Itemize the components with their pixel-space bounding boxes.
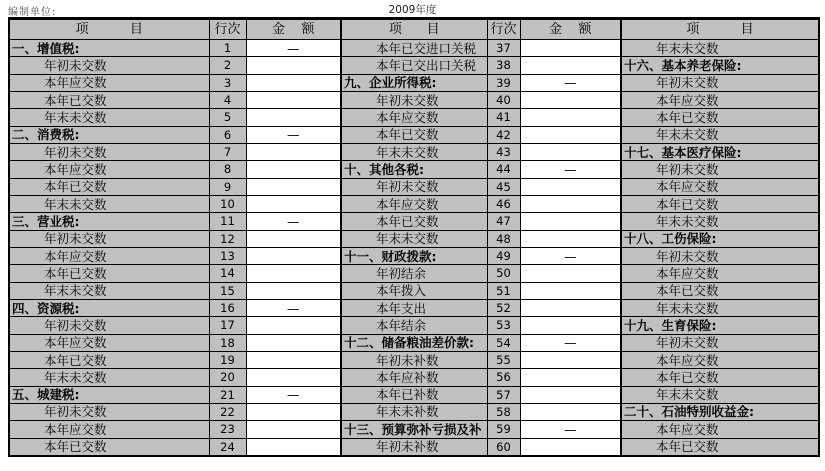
amount-cell[interactable] — [520, 109, 621, 126]
line-number-cell: 49 — [487, 247, 520, 264]
section-item-cell: 九、企业所得税: — [341, 74, 487, 91]
amount-cell[interactable] — [520, 299, 621, 316]
section-item-cell: 十八、工伤保险: — [621, 230, 819, 247]
item-cell: 本年已交数 — [621, 369, 819, 386]
amount-cell[interactable] — [246, 74, 341, 91]
tax-table — [8, 17, 820, 457]
section-item-cell: 十二、储备粮油差价款: — [341, 334, 487, 351]
item-cell: 年末未交数 — [621, 40, 819, 57]
table-row — [9, 403, 819, 420]
line-number-cell: 21 — [209, 386, 246, 403]
amount-cell[interactable] — [246, 143, 341, 160]
amount-cell[interactable] — [520, 317, 621, 334]
item-cell: 年末未交数 — [341, 230, 487, 247]
amount-cell[interactable] — [246, 369, 341, 386]
item-cell: 年末未交数 — [621, 213, 819, 230]
amount-cell[interactable] — [246, 282, 341, 299]
line-number-cell: 52 — [487, 299, 520, 316]
item-cell: 年末未交数 — [621, 299, 819, 316]
year-title: 2009年度 — [388, 4, 437, 16]
amount-cell[interactable] — [246, 57, 341, 74]
line-number-cell: 7 — [209, 143, 246, 160]
line-number-cell: 46 — [487, 195, 520, 212]
item-cell: 本年已交进口关税 — [341, 40, 487, 57]
line-number-cell: 20 — [209, 369, 246, 386]
line-number-cell: 14 — [209, 265, 246, 282]
table-row — [9, 265, 819, 282]
line-number-cell: 60 — [487, 438, 520, 456]
amount-cell[interactable]: — — [520, 161, 621, 178]
column-header-amount: 金 额 — [246, 19, 341, 40]
column-header-line: 行次 — [209, 19, 246, 40]
table-row — [9, 421, 819, 438]
table-row — [9, 386, 819, 403]
line-number-cell: 4 — [209, 91, 246, 108]
section-item-cell: 十、其他各税: — [341, 161, 487, 178]
amount-cell[interactable] — [246, 161, 341, 178]
table-row — [9, 57, 819, 74]
column-header-item: 项 目 — [341, 19, 487, 40]
amount-cell[interactable] — [520, 351, 621, 368]
amount-cell[interactable] — [520, 386, 621, 403]
table-row — [9, 109, 819, 126]
amount-cell[interactable]: — — [246, 299, 341, 316]
item-cell: 本年应交数 — [621, 91, 819, 108]
table-row — [9, 247, 819, 264]
item-cell: 本年已交数 — [341, 126, 487, 143]
item-cell: 年初未交数 — [341, 178, 487, 195]
item-cell: 本年已交数 — [9, 351, 209, 368]
line-number-cell: 41 — [487, 109, 520, 126]
item-cell: 本年应交数 — [9, 421, 209, 438]
item-cell: 年末未交数 — [621, 386, 819, 403]
item-cell: 本年应补数 — [341, 369, 487, 386]
amount-cell[interactable] — [246, 403, 341, 420]
line-number-cell: 18 — [209, 334, 246, 351]
amount-cell[interactable]: — — [520, 247, 621, 264]
line-number-cell: 44 — [487, 161, 520, 178]
section-item-cell: 五、城建税: — [9, 386, 209, 403]
item-cell: 年初未补数 — [341, 438, 487, 456]
item-cell: 本年已交数 — [9, 91, 209, 108]
amount-cell[interactable]: — — [520, 334, 621, 351]
amount-cell[interactable] — [246, 334, 341, 351]
line-number-cell: 11 — [209, 213, 246, 230]
line-number-cell: 6 — [209, 126, 246, 143]
line-number-cell: 9 — [209, 178, 246, 195]
column-header-item: 项 目 — [9, 19, 209, 40]
amount-cell[interactable]: — — [246, 213, 341, 230]
line-number-cell: 48 — [487, 230, 520, 247]
line-number-cell: 8 — [209, 161, 246, 178]
item-cell: 本年应交数 — [621, 421, 819, 438]
amount-cell[interactable] — [520, 126, 621, 143]
line-number-cell: 3 — [209, 74, 246, 91]
section-item-cell: 四、资源税: — [9, 299, 209, 316]
table-row — [9, 282, 819, 299]
amount-cell[interactable] — [246, 178, 341, 195]
line-number-cell: 51 — [487, 282, 520, 299]
amount-cell[interactable] — [520, 91, 621, 108]
item-cell: 年末未交数 — [9, 282, 209, 299]
line-number-cell: 59 — [487, 421, 520, 438]
amount-cell[interactable]: — — [246, 126, 341, 143]
amount-cell[interactable] — [520, 195, 621, 212]
amount-cell[interactable] — [520, 438, 621, 456]
table-row — [9, 299, 819, 316]
amount-cell[interactable]: — — [520, 74, 621, 91]
table-row — [9, 40, 819, 57]
line-number-cell: 12 — [209, 230, 246, 247]
tax-table-body — [9, 19, 819, 457]
item-cell: 本年应交数 — [621, 351, 819, 368]
amount-cell[interactable] — [246, 438, 341, 456]
line-number-cell: 5 — [209, 109, 246, 126]
amount-cell[interactable] — [520, 230, 621, 247]
table-row — [9, 317, 819, 334]
header-row — [9, 19, 819, 40]
amount-cell[interactable] — [520, 369, 621, 386]
item-cell: 年初未交数 — [341, 91, 487, 108]
line-number-cell: 13 — [209, 247, 246, 264]
line-number-cell: 43 — [487, 143, 520, 160]
item-cell: 年初未交数 — [621, 74, 819, 91]
item-cell: 本年已交数 — [9, 265, 209, 282]
column-header-line: 行次 — [487, 19, 520, 40]
item-cell: 本年已交数 — [621, 109, 819, 126]
section-item-cell: 十六、基本养老保险: — [621, 57, 819, 74]
table-row — [9, 178, 819, 195]
item-cell: 年初未交数 — [621, 247, 819, 264]
line-number-cell: 1 — [209, 40, 246, 57]
item-cell: 年末未交数 — [9, 195, 209, 212]
item-cell: 本年已交数 — [621, 438, 819, 456]
amount-cell[interactable] — [520, 178, 621, 195]
line-number-cell: 23 — [209, 421, 246, 438]
section-item-cell: 一、增值税: — [9, 40, 209, 57]
line-number-cell: 24 — [209, 438, 246, 456]
line-number-cell: 39 — [487, 74, 520, 91]
column-header-amount: 金 额 — [520, 19, 621, 40]
item-cell: 年末未交数 — [621, 126, 819, 143]
item-cell: 年初未交数 — [9, 230, 209, 247]
line-number-cell: 58 — [487, 403, 520, 420]
item-cell: 年初未交数 — [9, 57, 209, 74]
table-row — [9, 230, 819, 247]
item-cell: 本年已交出口关税 — [341, 57, 487, 74]
table-row — [9, 195, 819, 212]
line-number-cell: 56 — [487, 369, 520, 386]
table-row — [9, 334, 819, 351]
amount-cell[interactable] — [520, 213, 621, 230]
line-number-cell: 38 — [487, 57, 520, 74]
amount-cell[interactable] — [520, 265, 621, 282]
item-cell: 年初未交数 — [9, 143, 209, 160]
item-cell: 年初未交数 — [621, 334, 819, 351]
line-number-cell: 19 — [209, 351, 246, 368]
table-row — [9, 74, 819, 91]
item-cell: 本年应交数 — [621, 178, 819, 195]
item-cell: 本年已交数 — [9, 178, 209, 195]
item-cell: 本年已交数 — [9, 438, 209, 456]
line-number-cell: 37 — [487, 40, 520, 57]
item-cell: 本年已交数 — [621, 195, 819, 212]
table-row — [9, 143, 819, 160]
amount-cell[interactable] — [520, 282, 621, 299]
line-number-cell: 42 — [487, 126, 520, 143]
amount-cell[interactable]: — — [520, 421, 621, 438]
table-row — [9, 213, 819, 230]
item-cell: 本年已交数 — [621, 282, 819, 299]
table-row — [9, 369, 819, 386]
item-cell: 年初未交数 — [9, 317, 209, 334]
line-number-cell: 53 — [487, 317, 520, 334]
amount-cell[interactable]: — — [246, 40, 341, 57]
item-cell: 本年应交数 — [621, 265, 819, 282]
item-cell: 年末未交数 — [341, 143, 487, 160]
line-number-cell: 40 — [487, 91, 520, 108]
amount-cell[interactable] — [520, 40, 621, 57]
amount-cell[interactable] — [520, 403, 621, 420]
section-item-cell: 三、营业税: — [9, 213, 209, 230]
line-number-cell: 55 — [487, 351, 520, 368]
section-item-cell: 二、消费税: — [9, 126, 209, 143]
item-cell: 年末未交数 — [9, 109, 209, 126]
item-cell: 本年应交数 — [9, 161, 209, 178]
line-number-cell: 22 — [209, 403, 246, 420]
item-cell: 本年已补数 — [341, 386, 487, 403]
item-cell: 本年应交数 — [341, 109, 487, 126]
section-item-cell: 十三、预算弥补亏损及补 — [341, 421, 487, 438]
amount-cell[interactable] — [520, 143, 621, 160]
item-cell: 本年已交数 — [341, 213, 487, 230]
line-number-cell: 54 — [487, 334, 520, 351]
amount-cell[interactable] — [246, 247, 341, 264]
line-number-cell: 50 — [487, 265, 520, 282]
table-row — [9, 126, 819, 143]
section-item-cell: 二十、石油特别收益金: — [621, 403, 819, 420]
item-cell: 本年应交数 — [9, 74, 209, 91]
item-cell: 本年应交数 — [341, 195, 487, 212]
line-number-cell: 47 — [487, 213, 520, 230]
top-bar — [0, 0, 825, 17]
item-cell: 年末未交数 — [9, 369, 209, 386]
item-cell: 本年结余 — [341, 317, 487, 334]
section-item-cell: 十九、生育保险: — [621, 317, 819, 334]
line-number-cell: 57 — [487, 386, 520, 403]
section-item-cell: 十一、财政拨款: — [341, 247, 487, 264]
item-cell: 本年应交数 — [9, 247, 209, 264]
column-header-item: 项 目 — [621, 19, 819, 40]
line-number-cell: 2 — [209, 57, 246, 74]
amount-cell[interactable] — [246, 421, 341, 438]
amount-cell[interactable] — [246, 351, 341, 368]
amount-cell[interactable] — [246, 195, 341, 212]
line-number-cell: 10 — [209, 195, 246, 212]
item-cell: 年初未交数 — [621, 161, 819, 178]
amount-cell[interactable] — [520, 57, 621, 74]
item-cell: 本年拨入 — [341, 282, 487, 299]
section-item-cell: 十七、基本医疗保险: — [621, 143, 819, 160]
table-row — [9, 161, 819, 178]
item-cell: 本年应交数 — [9, 334, 209, 351]
amount-cell[interactable] — [246, 265, 341, 282]
item-cell: 年初未补数 — [341, 351, 487, 368]
table-row — [9, 438, 819, 456]
item-cell: 年初结余 — [341, 265, 487, 282]
amount-cell[interactable] — [246, 109, 341, 126]
line-number-cell: 45 — [487, 178, 520, 195]
amount-cell[interactable]: — — [246, 386, 341, 403]
amount-cell[interactable] — [246, 91, 341, 108]
amount-cell[interactable] — [246, 317, 341, 334]
item-cell: 年末未补数 — [341, 403, 487, 420]
line-number-cell: 15 — [209, 282, 246, 299]
line-number-cell: 16 — [209, 299, 246, 316]
prepared-by-label: 编制单位: — [8, 7, 57, 18]
item-cell: 本年支出 — [341, 299, 487, 316]
item-cell: 年初未交数 — [9, 403, 209, 420]
amount-cell[interactable] — [246, 230, 341, 247]
line-number-cell: 17 — [209, 317, 246, 334]
table-row — [9, 91, 819, 108]
table-row — [9, 351, 819, 368]
